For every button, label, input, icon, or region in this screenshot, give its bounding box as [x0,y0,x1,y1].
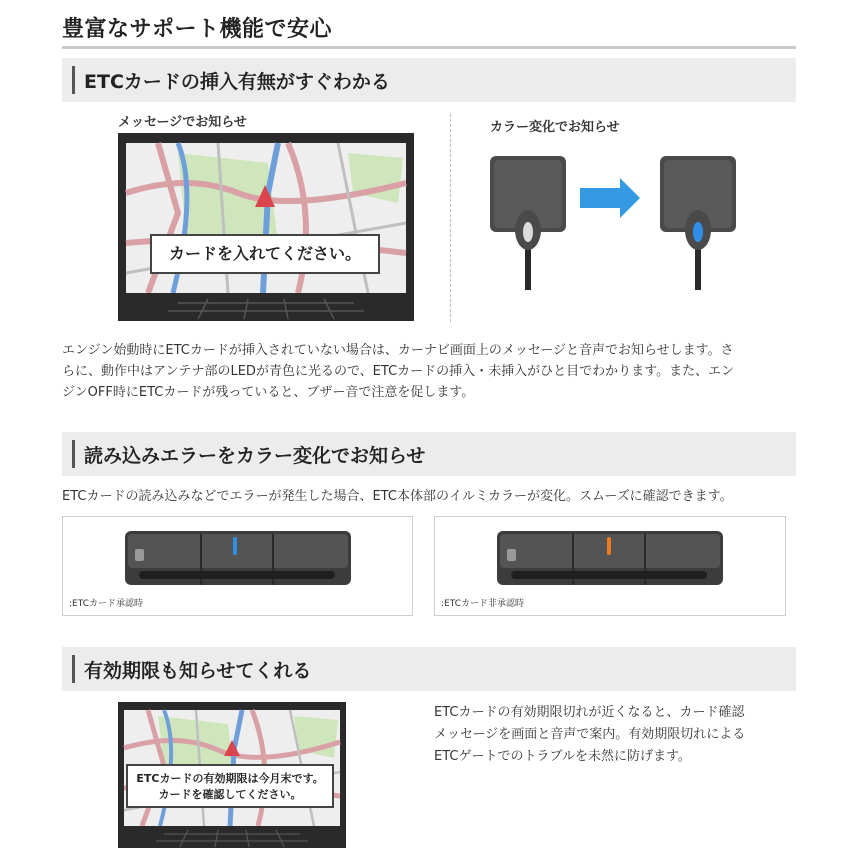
panel-approved-label: :ETCカード承認時 [69,599,143,609]
body-line: メッセージを画面と音声で案内。有効期限切れによる [434,727,746,742]
section-insert-body [62,340,802,403]
panel-etc-rejected [434,516,786,616]
body-line: エンジン始動時にETCカードが挿入されていない場合は、カーナビ画面上のメッセージと音声でお知らせします。さ [62,343,734,358]
heading-accent-bar [72,66,75,94]
panel-rejected-label: :ETCカード非承認時 [441,599,524,609]
nav-expiry-line: ETCカードの有効期限は今月末です。 [136,772,324,785]
etc-unit-approved-illustration [123,529,353,589]
panel-etc-approved [62,516,413,616]
heading-accent-bar [72,655,75,683]
body-line: らに、動作中はアンテナ部のLEDが青色に光るので、ETCカードの挿入・未挿入がひと目でわかります。また、エン [62,364,735,379]
etc-unit-rejected-illustration [495,529,725,589]
led-orange-icon [607,537,611,555]
nav-message-box: カードを入れてください。 [150,234,380,274]
heading-accent-bar [72,440,75,468]
caption-color: カラー変化でお知らせ [490,120,620,135]
arrow-right-icon [580,178,640,218]
body-line: ETCカードの有効期限切れが近くなると、カード確認 [434,705,745,720]
section-insert-heading [62,58,796,102]
nav-expiry-message-box [126,764,334,808]
section-insert-title: ETCカードの挿入有無がすぐわかる [84,71,390,93]
section-expiry-heading [62,647,796,691]
section-error-heading [62,432,796,476]
section-error-title: 読み込みエラーをカラー変化でお知らせ [84,445,426,467]
nav-expiry-line: カードを確認してください。 [158,788,302,801]
section-expiry-body [434,702,794,768]
section-expiry-title: 有効期限も知らせてくれる [84,660,312,682]
title-divider [62,46,796,49]
section-error-body: ETCカードの読み込みなどでエラーが発生した場合、ETC本体部のイルミカラーが変化。スムーズに確認できます。 [62,489,733,504]
caption-message: メッセージでお知らせ [118,115,247,130]
page-title: 豊富なサポート機能で安心 [62,17,333,42]
body-line: ジンOFF時にETCカードが残っていると、ブザー音で注意を促します。 [62,385,475,400]
led-blue-icon [233,537,237,555]
section-divider [450,114,451,322]
body-line: ETCゲートでのトラブルを未然に防げます。 [434,749,691,764]
nav-screen-illustration [118,133,414,321]
antenna-color-illustration [488,150,748,300]
led-blue-icon [693,222,703,242]
led-off-icon [523,222,533,242]
